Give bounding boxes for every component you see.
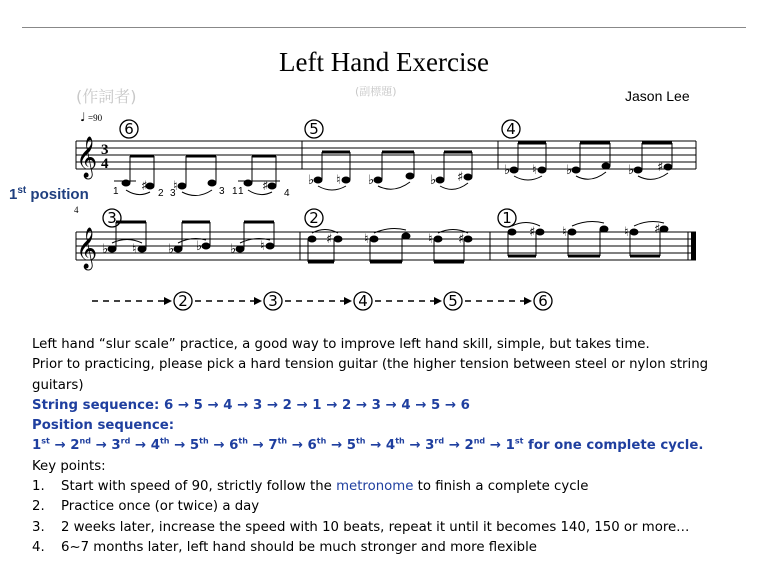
arrow-icon: → (326, 438, 347, 454)
string-number: 4 (223, 397, 233, 413)
key-points-list (32, 477, 758, 558)
position-ordinal: 4th (385, 437, 405, 454)
list-item (32, 518, 758, 538)
subtitle-placeholder: (副標題) (355, 85, 397, 98)
list-number: 2. (32, 499, 45, 515)
notes-line1 (114, 143, 672, 189)
list-number: 4. (32, 539, 45, 555)
svg-text:♮: ♮ (173, 179, 178, 194)
svg-text:♭: ♭ (504, 163, 511, 178)
svg-text:♯: ♯ (141, 179, 148, 194)
slurs-line1 (126, 172, 668, 196)
arrow-icon: → (380, 397, 402, 413)
arrow-icon: → (262, 397, 283, 413)
arrow-icon: → (232, 397, 253, 413)
position-ordinal: 5th (346, 437, 366, 454)
treble-clef-line1: 𝄞 (76, 137, 98, 178)
arrow-icon: → (49, 438, 71, 454)
sequence-arrow-row (92, 292, 552, 310)
arrow-icon: → (169, 438, 190, 454)
string-number: 2 (341, 397, 352, 413)
svg-text:♮: ♮ (532, 163, 537, 178)
arrow-icon: → (90, 438, 112, 454)
svg-text:♭: ♭ (230, 242, 237, 257)
position-label-text: position (30, 186, 89, 203)
fingering: 1 (232, 186, 238, 197)
string-marker: 4 (506, 120, 516, 138)
svg-text:♭: ♭ (368, 173, 375, 188)
svg-text:♯: ♯ (657, 160, 664, 175)
string-number: 4 (401, 397, 411, 413)
metronome-highlight: metronome (336, 479, 414, 495)
fingering: 4 (284, 188, 290, 199)
string-number: 1 (312, 397, 322, 413)
string-sequence-values (164, 398, 470, 413)
svg-text:♯: ♯ (457, 170, 464, 185)
measure-number-line2: 4 (74, 205, 79, 215)
lyricist-placeholder: (作詞者) (76, 87, 137, 106)
position-sequence-values (32, 436, 758, 456)
position-ordinal: 3rd (111, 437, 131, 454)
arrow-icon: → (404, 438, 426, 454)
string-number: 5 (430, 397, 441, 413)
svg-text:♭: ♭ (196, 239, 203, 254)
sequence-marker: 4 (358, 292, 368, 310)
prior-text: Prior to practicing, please pick a hard tension guitar (the higher tension between steel or nylon string guitars) (32, 357, 709, 393)
svg-text:♭: ♭ (566, 163, 573, 178)
list-text-post: to finish a complete cycle (413, 479, 589, 495)
svg-text:♭: ♭ (102, 242, 109, 257)
string-markers-line2 (103, 209, 516, 227)
sequence-marker: 5 (448, 292, 458, 310)
svg-text:♯: ♯ (654, 222, 661, 237)
string-number: 3 (252, 397, 263, 413)
arrow-icon: → (410, 397, 431, 413)
list-text: Start with speed of 90, strictly follow the (61, 479, 337, 495)
position-label-sup: st (17, 185, 27, 196)
position-ordinal: 4th (150, 437, 170, 454)
list-number: 1. (32, 479, 45, 495)
svg-text:♮: ♮ (260, 239, 265, 254)
sequence-marker: 6 (538, 292, 548, 310)
quarter-note-icon: ♩ (80, 110, 86, 124)
list-item (32, 477, 758, 497)
string-sequence (32, 396, 758, 416)
treble-clef-line2: 𝄞 (76, 228, 98, 269)
list-item (32, 538, 758, 558)
tempo-mark: =90 (88, 113, 103, 123)
svg-text:♮: ♮ (132, 242, 137, 257)
string-markers-line1 (120, 120, 520, 138)
arrow-icon: → (440, 397, 461, 413)
string-number: 3 (371, 397, 381, 413)
string-number: 6 (460, 397, 470, 413)
key-points-label: Key points: (32, 458, 106, 474)
arrow-icon: → (130, 438, 151, 454)
position-ordinal: 3rd (425, 437, 445, 454)
position-sequence-suffix: for one complete cycle. (523, 438, 704, 454)
page-title: Left Hand Exercise (279, 47, 489, 77)
list-text: Practice once (or twice) a day (61, 499, 260, 515)
time-signature-bottom: 4 (101, 156, 109, 172)
time-signature-top: 3 (101, 142, 109, 158)
list-text: 6~7 months later, left hand should be much stronger and more flexible (61, 539, 537, 555)
position-ordinal: 1st (505, 437, 524, 454)
svg-text:♯: ♯ (326, 232, 333, 247)
position-ordinal: 2nd (464, 437, 486, 454)
position-ordinal: 2nd (70, 437, 91, 454)
fingering: 1 (113, 186, 119, 197)
fingering: 2 (158, 188, 164, 199)
composer-name: Jason Lee (625, 88, 690, 104)
list-item (32, 497, 758, 517)
position-ordinal: 5th (189, 437, 209, 454)
string-number: 6 (163, 397, 174, 413)
final-barline (691, 232, 696, 260)
svg-text:♮: ♮ (562, 225, 567, 240)
string-marker: 5 (309, 120, 319, 138)
position-ordinal: 6th (307, 437, 327, 454)
string-number: 5 (193, 397, 203, 413)
arrow-icon: → (287, 438, 308, 454)
arrow-icon: → (202, 397, 224, 413)
svg-text:♭: ♭ (430, 173, 437, 188)
position-label-ord: 1 (9, 186, 18, 203)
string-marker: 1 (502, 209, 512, 227)
position-ordinal: 7th (268, 437, 288, 454)
svg-text:♯: ♯ (458, 232, 465, 247)
list-number: 3. (32, 519, 45, 535)
svg-text:♭: ♭ (628, 163, 635, 178)
arrow-icon: → (365, 438, 386, 454)
instructions (32, 335, 758, 558)
arrow-icon: → (247, 438, 269, 454)
notes-line2 (108, 222, 668, 262)
string-sequence-label: String sequence: (32, 397, 160, 413)
position-ordinal: 1st (32, 437, 50, 454)
svg-text:♯: ♯ (262, 179, 269, 194)
string-marker: 6 (124, 120, 134, 138)
list-text: 2 weeks later, increase the speed with 10 beats, repeat it until it becomes 140, 150 or more… (61, 519, 690, 535)
string-number: 2 (282, 397, 292, 413)
svg-text:♮: ♮ (428, 232, 433, 247)
string-marker: 2 (309, 209, 319, 227)
sequence-marker: 3 (268, 292, 278, 310)
position-sequence-label: Position sequence: (32, 418, 175, 434)
svg-text:♮: ♮ (336, 173, 341, 188)
arrow-icon: → (173, 397, 194, 413)
string-marker: 3 (107, 209, 117, 227)
fingering: 3 (170, 188, 176, 199)
svg-text:♮: ♮ (364, 232, 369, 247)
arrow-icon: → (485, 438, 506, 454)
position-label (9, 186, 89, 203)
position-ordinal: 6th (229, 437, 248, 454)
fingering: 3 (219, 186, 225, 197)
arrow-icon: → (321, 397, 342, 413)
svg-text:♭: ♭ (308, 173, 315, 188)
svg-text:♭: ♭ (168, 242, 175, 257)
arrow-icon: → (291, 397, 313, 413)
arrow-icon: → (208, 438, 230, 454)
sequence-marker: 2 (178, 292, 188, 310)
svg-text:♯: ♯ (529, 225, 536, 240)
arrow-icon: → (444, 438, 465, 454)
fingering: 1 (238, 186, 244, 197)
intro-text: Left hand “slur scale” practice, a good way to improve left hand skill, simple, but takes time. (32, 337, 650, 352)
svg-text:♮: ♮ (624, 225, 629, 240)
arrow-icon: → (351, 397, 372, 413)
